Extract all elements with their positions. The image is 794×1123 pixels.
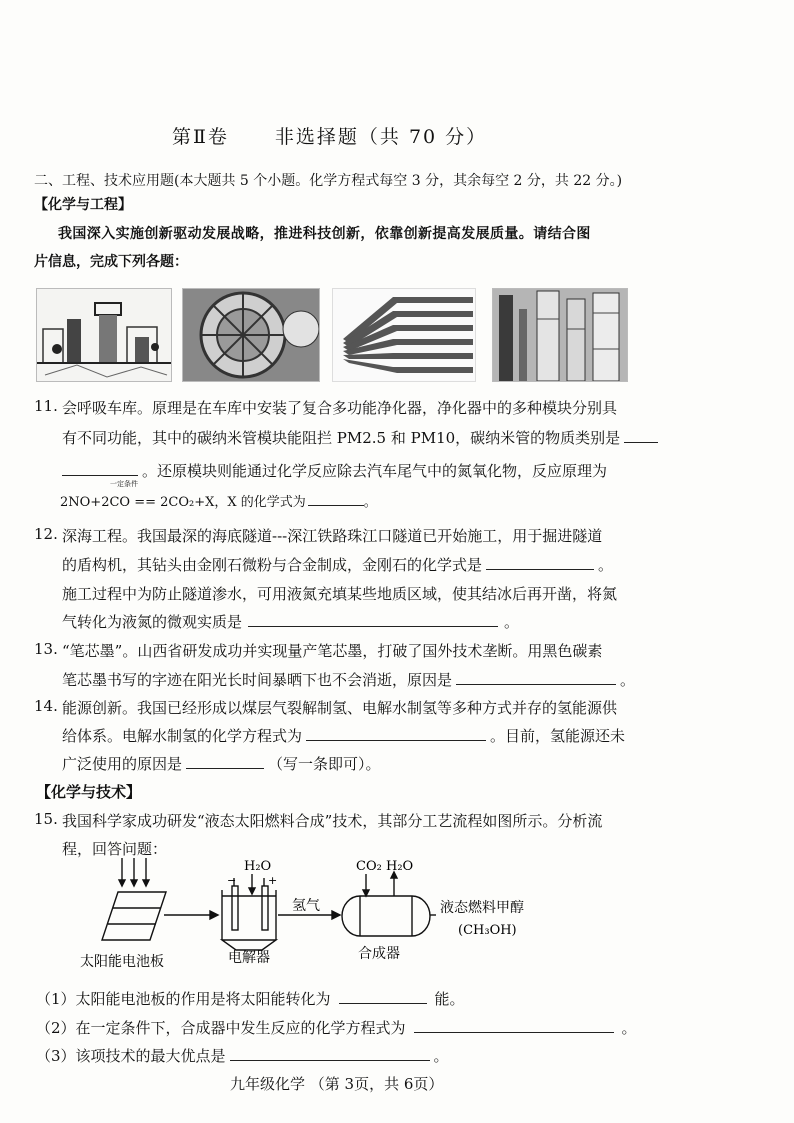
q14-number: 14. bbox=[34, 697, 58, 715]
process-flow-diagram bbox=[0, 850, 794, 970]
co2-label: CO₂ bbox=[356, 859, 382, 874]
solar-panel-label: 太阳能电池板 bbox=[80, 954, 164, 970]
q15-sub-2: （2）在一定条件下，合成器中发生反应的化学方程式为 。 bbox=[36, 1019, 637, 1037]
section-heading: 非选择题（共 70 分） bbox=[274, 126, 488, 148]
anode-sign: + bbox=[268, 874, 278, 887]
water-in-label: H₂O bbox=[244, 859, 272, 874]
q15-blank-energy[interactable] bbox=[339, 989, 427, 1004]
q11-number: 11. bbox=[34, 397, 58, 415]
intro-line-2: 片信息，完成下列各题： bbox=[34, 254, 188, 270]
q13-line-2: 笔芯墨书写的字迹在阳光长时间暴晒下也不会消逝，原因是 。 bbox=[62, 671, 636, 689]
q12-line-3: 施工过程中为防止隧道渗水，可用液氮充填某些地质区域，使其结冰后再开凿，将氮 bbox=[62, 585, 618, 603]
q14-line-3: 广泛使用的原因是 （写一条即可）。 bbox=[62, 755, 381, 773]
q15-line-2: 程，回答问题： bbox=[62, 840, 168, 858]
q15-sub-3: （3）该项技术的最大优点是 。 bbox=[36, 1047, 449, 1065]
category-chem-technology: 【化学与技术】 bbox=[36, 783, 142, 801]
q14-line-1: 能源创新。我国已经形成以煤层气裂解制氢、电解水制氢等多种方式并存的氢能源供 bbox=[62, 699, 618, 717]
page-footer: 九年级化学 （第 3页，共 6页） bbox=[230, 1075, 444, 1093]
q15-sub-1: （1）太阳能电池板的作用是将太阳能转化为 能。 bbox=[36, 990, 465, 1008]
part2-instruction: 二、工程、技术应用题(本大题共 5 个小题。化学方程式每空 3 分，其余每空 2 分，共 22 分。) bbox=[34, 173, 623, 189]
section-title bbox=[172, 122, 487, 149]
synthesizer-label: 合成器 bbox=[358, 946, 400, 962]
solar-panel-shape bbox=[102, 892, 166, 940]
q11-line-1: 会呼吸车库。原理是在车库中安装了复合多功能净化器，净化器中的多种模块分别具 bbox=[62, 399, 618, 417]
q15-blank-advantage[interactable] bbox=[230, 1046, 430, 1061]
q14-line-2: 给体系。电解水制氢的化学方程式为 。目前，氢能源还未 bbox=[62, 727, 626, 745]
q12-line-4: 气转化为液氮的微观实质是 。 bbox=[62, 613, 520, 631]
q11-blank-formula[interactable] bbox=[308, 491, 364, 506]
q15-blank-equation[interactable] bbox=[414, 1018, 614, 1033]
water-out-label: H₂O bbox=[386, 859, 414, 874]
q11-blank-category-cont[interactable] bbox=[62, 461, 138, 476]
q14-blank-equation[interactable] bbox=[306, 726, 486, 741]
section-part: 第Ⅱ卷 bbox=[172, 126, 229, 148]
q13-blank-reason[interactable] bbox=[456, 670, 616, 685]
photo-garage bbox=[36, 288, 172, 382]
category-chem-engineering: 【化学与工程】 bbox=[34, 197, 132, 213]
electrolyzer-label: 电解器 bbox=[228, 950, 270, 966]
q12-number: 12. bbox=[34, 525, 58, 543]
q11-blank-category[interactable] bbox=[624, 428, 658, 443]
q15-number: 15. bbox=[34, 810, 58, 828]
q13-number: 13. bbox=[34, 640, 58, 658]
q11-line-3: 。还原模块则能通过化学反应除去汽车尾气中的氮氧化物，反应原理为 bbox=[62, 460, 607, 481]
product-label: 液态燃料甲醇 bbox=[440, 900, 524, 916]
photo-pen-refills bbox=[332, 288, 476, 382]
q12-blank-diamond[interactable] bbox=[486, 555, 594, 570]
q11-equation: 2NO+2CO == 2CO₂+X，X 的化学式为 。 bbox=[60, 491, 377, 510]
q13-line-1: “笔芯墨”。山西省研发成功并实现量产笔芯墨，打破了国外技术垄断。用黑色碳素 bbox=[62, 642, 603, 660]
cathode-sign: − bbox=[227, 874, 237, 887]
q11-reaction-condition: 一定条件 bbox=[110, 480, 138, 488]
q12-blank-micro[interactable] bbox=[248, 612, 498, 627]
q15-line-1: 我国科学家成功研发“液态太阳燃料合成”技术，其部分工艺流程如图所示。分析流 bbox=[62, 812, 603, 830]
q14-blank-reason[interactable] bbox=[186, 754, 264, 769]
q11-line-2: 有不同功能，其中的碳纳米管模块能阻拦 PM2.5 和 PM10，碳纳米管的物质类别是 bbox=[62, 427, 658, 448]
photo-drill-bit bbox=[182, 288, 320, 382]
q12-line-2: 的盾构机，其钻头由金刚石微粉与合金制成，金刚石的化学式是 。 bbox=[62, 556, 614, 574]
photo-hydrogen-plant bbox=[492, 288, 628, 382]
hydrogen-label: 氢气 bbox=[292, 898, 320, 914]
intro-line-1: 我国深入实施创新驱动发展战略，推进科技创新，依靠创新提高发展质量。请结合图 bbox=[58, 226, 591, 242]
product-formula: (CH₃OH) bbox=[458, 923, 517, 938]
q12-line-1: 深海工程。我国最深的海底隧道---深江铁路珠江口隧道已开始施工，用于掘进隧道 bbox=[62, 527, 603, 545]
